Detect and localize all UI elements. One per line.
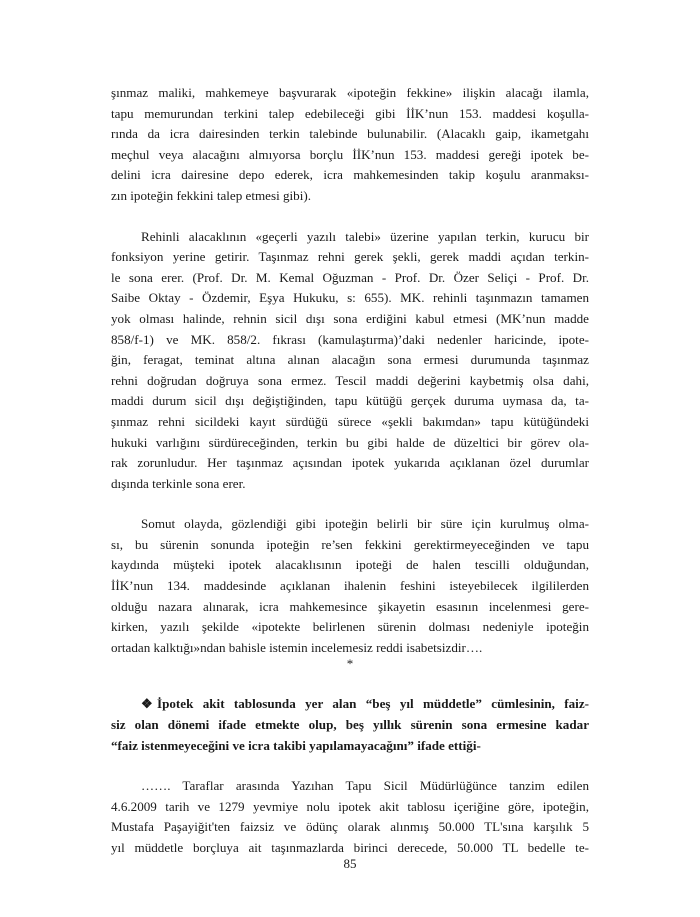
text-line: zın ipoteğin fekkini talep etmesi gibi). [111,187,311,203]
text-line: Rehinli alacaklının «geçerli yazılı talebi» üzerine yapılan terkin, kurucu bir [141,228,589,244]
text-line: rak zorunludur. Her taşınmaz açısından ipotek yukarıda açıklanan özel durumlar [111,455,589,471]
paragraph-3 [111,514,589,658]
text-line: 858/f-1) ve MK. 858/2. fıkrası (kamulaştırma)’daki nedenler haricinde, ipote- [111,331,589,347]
text-line: meçhul veya alacağını almıyorsa borçlu İİK’nun 153. maddesi gereği ipotek be- [111,146,589,162]
text-line: maddi durum sicil dışı değiştiğinden, tapu kütüğü gerçek duruma uymasa da, ta- [111,393,589,409]
text-line: şınmaz rehni sicildeki kayıt sürdüğü sürece «şekli bakımdan» tapu kütüğündeki [111,413,589,429]
page-number: 85 [343,856,357,871]
text-line: le sona erer. (Prof. Dr. M. Kemal Oğuzman - Prof. Dr. Özer Seliçi - Prof. Dr. [111,269,589,285]
text-line: yok olması halinde, rehnin sicil dışı sona erdiğini kabul etmesi (MK’nun madde [111,310,589,326]
text-line: fonksiyon yerine getirir. Taşınmaz rehni gerek şekli, gerek maddi açıdan terkin- [111,249,589,265]
text-line: rında da icra dairesinden terkin talebinde bulunabilir. (Alacaklı gaip, ikametgahı [111,126,589,142]
heading-line [111,694,589,715]
text-line: tapu memurundan terkini talep edebileceği gibi İİK’nun 153. maddesi koşulla- [111,105,589,121]
text-line: yıl müddetle borçluya ait taşınmazlarda birinci derecede, 50.000 TL bedelle te- [111,840,589,855]
text-line: Somut olayda, gözlendiği gibi ipoteğin belirli bir süre için kurulmuş olma- [141,516,589,532]
text-line: rehni doğrudan doğruya sona ermez. Tescil maddi değerini kaybetmiş olsa dahi, [111,372,589,388]
paragraph-1 [111,83,589,207]
text-line: şınmaz maliki, mahkemeye başvurarak «ipoteğin fekkine» ilişkin alacağı ilamla, [111,85,589,100]
text-line: İİK’nun 134. maddesinde açıklanan ihalenin feshini isteyebilecek ilgililerden [111,578,589,594]
paragraph-2 [111,227,589,495]
paragraph-gap [111,494,589,514]
text-line: 4.6.2009 tarih ve 1279 yevmiye nolu ipotek akit tablosu içeriğine göre, ipoteğin, [111,798,589,814]
text-line: hukuki varlığını sürdüreceğinden, terkin bu gibi halde de düzeltici bir görev ola- [111,434,589,450]
text-line: kirken, yazılı şekilde «ipotekte belirlenen sürenin dolması nedeniyle ipoteğin [111,619,589,635]
paragraph-gap [111,756,589,776]
section-separator: * [346,656,354,672]
text-line: ğin, feragat, teminat altına alınan alacağın sona ermesi durumunda taşınmaz [111,352,589,368]
text-line: Mustafa Paşayiğit'ten faizsiz ve ödünç olarak alınmış 50.000 TL'sına karşılık 5 [111,819,589,835]
heading-line: “faiz istenmeyeceğini ve icra takibi yapılamayacağını” ifade ettiği- [111,737,481,753]
section-heading [111,694,589,756]
text-line: ortadan kalktığı»ndan bahisle istemin incelemesiz reddi isabetsizdir…. [111,639,483,655]
text-line: kaydında müşteki ipotek alacaklısının ipoteği de halen tescilli olduğundan, [111,557,589,573]
text-line: Saibe Oktay - Özdemir, Eşya Hukuku, s: 655). MK. rehinli taşınmazın tamamen [111,290,589,306]
diamond-bullet-icon: ❖ [141,696,153,712]
heading-line: siz olan dönemi ifade etmekte olup, beş yıllık sürenin sona ermesine kadar [111,717,589,733]
document-page [111,83,589,859]
paragraph-4 [111,776,589,858]
text-line: dışında terkinle sona erer. [111,475,246,491]
text-line: ……. Taraflar arasında Yazıhan Tapu Sicil Müdürlüğünce tanzim edilen [141,778,589,794]
text-line: delini icra dairesine depo ederek, icra mahkemesinden takip koşulu aranmaksı- [111,167,589,183]
text-line: sı, bu sürenin sonunda ipoteğin re’sen fekkini gerektirmeyeceğinden ve tapu [111,536,589,552]
paragraph-gap [111,207,589,227]
text-line: olduğu nazara alınarak, icra mahkemesince şikayetin esasının incelenmesi gere- [111,598,589,614]
heading-text: İpotek akit tablosunda yer alan “beş yıl müddetle” cümlesinin, faiz- [157,696,589,712]
